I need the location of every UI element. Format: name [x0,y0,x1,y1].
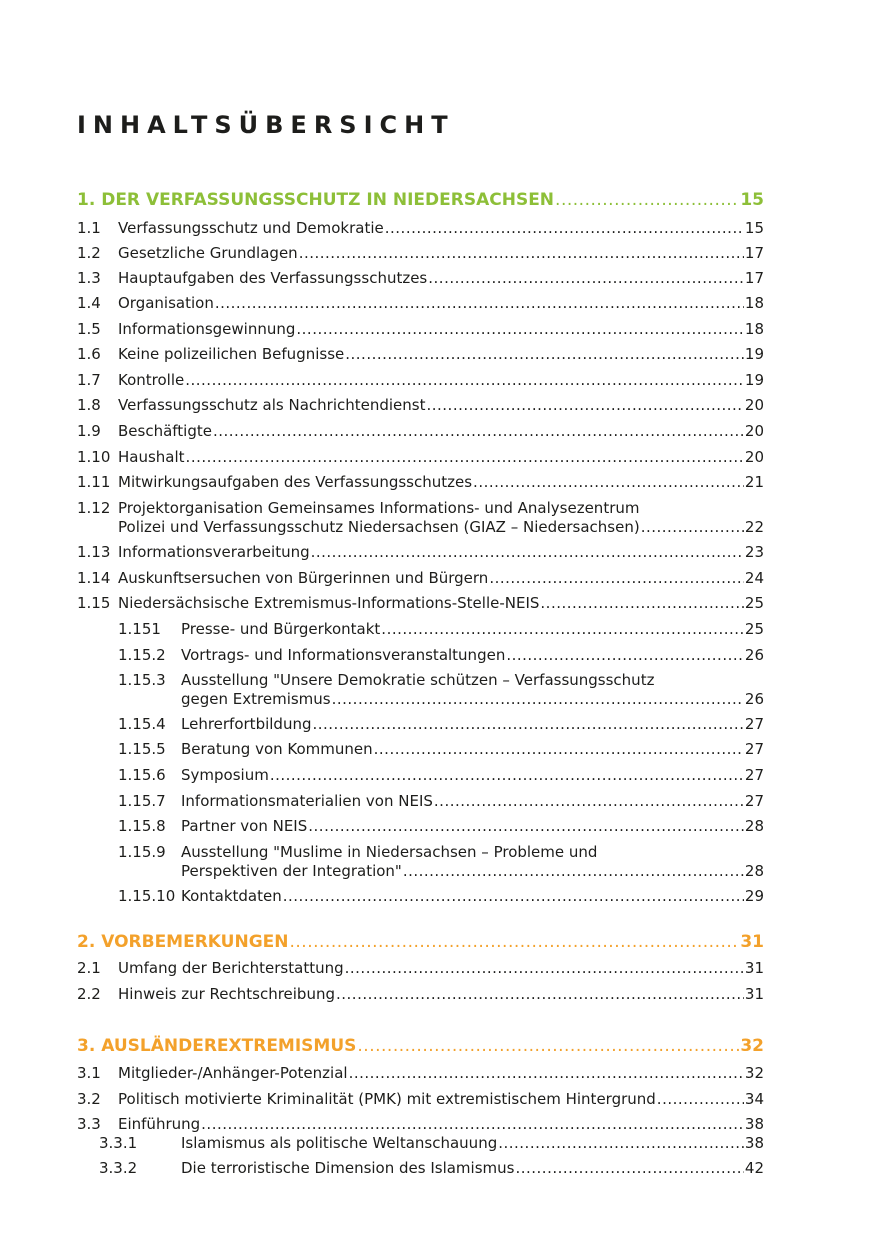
toc-number: 3.3 [77,1115,101,1133]
dot-leader [473,473,744,492]
toc-title: Perspektiven der Integration" [181,862,402,880]
toc-page-number: 19 [744,371,764,389]
dot-leader [270,766,744,785]
toc-page-number: 25 [744,620,764,638]
toc-title: Verfassungsschutz und Demokratie [118,219,384,237]
dot-leader [283,887,744,906]
toc-page-number: 15 [744,219,764,237]
toc-title: Informationsgewinnung [118,320,296,338]
dot-leader [434,792,744,811]
toc-page-number: 42 [744,1159,764,1177]
toc-number: 1.15.4 [118,715,166,733]
dot-leader [296,320,744,339]
toc-row [77,473,764,492]
toc-number: 1.8 [77,396,101,414]
toc-row [77,671,764,709]
toc-title: Keine polizeilichen Befugnisse [118,345,345,363]
dot-leader [201,1115,744,1134]
dot-leader [345,345,744,364]
dot-leader [299,244,744,263]
toc-row [77,1134,764,1153]
toc-row [77,499,764,537]
toc-number: 1.13 [77,543,111,561]
toc-title: Vortrags- und Informationsveranstaltungen [181,646,506,664]
dot-leader [290,933,740,952]
toc-title: Beratung von Kommunen [181,740,373,758]
toc-page-number: 26 [744,690,764,708]
dot-leader [385,219,744,238]
toc-page-number: 20 [744,422,764,440]
toc-title: Einführung [118,1115,201,1133]
toc-title: Kontrolle [118,371,185,389]
dot-leader [345,959,744,978]
toc-number: 3.3.2 [99,1159,138,1177]
toc-title: Symposium [181,766,269,784]
toc-title: Beschäftigte [118,422,212,440]
toc-title: Politisch motivierte Kriminalität (PMK) mit extremistischem Hintergrund [118,1090,656,1108]
toc-page-number: 24 [744,569,764,587]
toc-number: 1.4 [77,294,101,312]
toc-row [77,959,764,978]
toc-page-number: 22 [744,518,764,536]
toc-title: Organisation [118,294,214,312]
toc-number: 1.15.8 [118,817,166,835]
toc-row [77,1064,764,1083]
toc-title: Hinweis zur Rechtschreibung [118,985,335,1003]
toc-page-number: 34 [744,1090,764,1108]
dot-leader [215,294,744,313]
dot-leader [403,862,744,881]
toc-title: Ausstellung "Unsere Demokratie schützen – Verfassungsschutz [181,671,655,689]
toc-page-number: 31 [744,959,764,977]
toc-row [77,843,764,881]
toc-title: Mitglieder-/Anhänger-Potenzial [118,1064,348,1082]
toc-title: Informationsverarbeitung [118,543,310,561]
dot-leader [311,543,744,562]
toc-page-number: 18 [744,294,764,312]
toc-row [77,766,764,785]
dot-leader [426,396,743,415]
toc-number: 1.1 [77,219,101,237]
toc-row [77,371,764,390]
toc-chapter-title: 2. VORBEMERKUNGEN [77,932,289,952]
toc-title: Partner von NEIS [181,817,308,835]
toc-title: Niedersächsische Extremismus-Informations-Stelle-NEIS [118,594,540,612]
toc-row [77,792,764,811]
toc-row [77,345,764,364]
toc-page-number: 28 [744,817,764,835]
toc-row [77,1159,764,1178]
toc-title: Informationsmaterialien von NEIS [181,792,433,810]
toc-row [77,244,764,263]
toc-number: 1.5 [77,320,101,338]
dot-leader [213,422,744,441]
toc-row [77,219,764,238]
toc-page-number: 29 [744,887,764,905]
toc-number: 1.151 [118,620,161,638]
toc-number: 1.2 [77,244,101,262]
toc-row [77,594,764,613]
toc-page-number: 18 [744,320,764,338]
toc-chapter-row [77,1037,764,1056]
toc-row [77,448,764,467]
toc-row [77,543,764,562]
dot-leader [498,1134,744,1153]
toc-row [77,1115,764,1134]
toc-row [77,320,764,339]
toc-row [77,817,764,836]
toc-chapter-row [77,191,764,210]
toc-page-number: 27 [744,715,764,733]
toc-page-number: 27 [744,740,764,758]
dot-leader [185,371,744,390]
toc-page-number: 19 [744,345,764,363]
dot-leader [489,569,744,588]
toc-number: 1.3 [77,269,101,287]
toc-number: 1.15.5 [118,740,166,758]
toc-number: 1.15.6 [118,766,166,784]
toc-chapter-title: 1. DER VERFASSUNGSSCHUTZ IN NIEDERSACHSEN [77,190,555,210]
toc-row [77,985,764,1004]
dot-leader [357,1037,739,1056]
toc-number: 1.15.10 [118,887,176,905]
toc-number: 1.15.3 [118,671,166,689]
toc-page-number: 32 [740,1036,764,1056]
toc-page-number: 15 [740,190,764,210]
dot-leader [428,269,744,288]
toc-number: 1.6 [77,345,101,363]
toc-page-number: 20 [744,448,764,466]
toc-number: 3.1 [77,1064,101,1082]
toc-title: Umfang der Berichterstattung [118,959,344,977]
toc-number: 1.9 [77,422,101,440]
dot-leader [641,518,744,537]
toc-title: Polizei und Verfassungsschutz Niedersachsen (GIAZ – Niedersachsen) [118,518,640,536]
toc-page-number: 32 [744,1064,764,1082]
toc-title: Hauptaufgaben des Verfassungsschutzes [118,269,428,287]
toc-title: Ausstellung "Muslime in Niedersachsen – Probleme und [181,843,598,861]
toc-row [77,887,764,906]
toc-number: 3.3.1 [99,1134,138,1152]
toc-page-number: 31 [740,932,764,952]
toc-row [77,269,764,288]
dot-leader [515,1159,743,1178]
toc-title: Die terroristische Dimension des Islamismus [181,1159,515,1177]
toc-title: Auskunftsersuchen von Bürgerinnen und Bürgern [118,569,489,587]
toc-title: Mitwirkungsaufgaben des Verfassungsschutzes [118,473,473,491]
dot-leader [186,448,744,467]
toc-number: 1.15.2 [118,646,166,664]
toc-row [77,569,764,588]
toc-row [77,1090,764,1109]
toc-title: Islamismus als politische Weltanschauung [181,1134,498,1152]
toc-page-number: 31 [744,985,764,1003]
toc-number: 1.12 [77,499,111,517]
toc-page-number: 38 [744,1115,764,1133]
toc-row [77,396,764,415]
toc-row [77,715,764,734]
dot-leader [312,715,743,734]
dot-leader [381,620,744,639]
toc-title: Presse- und Bürgerkontakt [181,620,381,638]
toc-number: 1.15.7 [118,792,166,810]
toc-row [77,740,764,759]
toc-row [77,422,764,441]
toc-number: 2.1 [77,959,101,977]
toc-page-number: 17 [744,244,764,262]
toc-page-number: 20 [744,396,764,414]
dot-leader [336,985,744,1004]
dot-leader [332,690,744,709]
toc-page-number: 23 [744,543,764,561]
toc-number: 1.11 [77,473,111,491]
page-title: INHALTSÜBERSICHT [77,111,455,139]
toc-number: 2.2 [77,985,101,1003]
dot-leader [308,817,744,836]
dot-leader [657,1090,744,1109]
toc-page-number: 27 [744,792,764,810]
toc-number: 1.7 [77,371,101,389]
toc-row [77,620,764,639]
toc-row [77,646,764,665]
dot-leader [540,594,744,613]
toc-page-number: 28 [744,862,764,880]
toc-title: Kontaktdaten [181,887,282,905]
toc-chapter-title: 3. AUSLÄNDEREXTREMISMUS [77,1036,357,1056]
toc-page-number: 26 [744,646,764,664]
dot-leader [555,191,739,210]
toc-page-number: 17 [744,269,764,287]
toc-number: 1.10 [77,448,111,466]
toc-page-number: 25 [744,594,764,612]
toc-row [77,294,764,313]
toc-number: 3.2 [77,1090,101,1108]
toc-page-number: 38 [744,1134,764,1152]
toc-number: 1.14 [77,569,111,587]
dot-leader [506,646,744,665]
toc-title: Verfassungsschutz als Nachrichtendienst [118,396,426,414]
toc-number: 1.15.9 [118,843,166,861]
toc-chapter-row [77,933,764,952]
toc-title: Haushalt [118,448,185,466]
toc-title: gegen Extremismus [181,690,331,708]
dot-leader [374,740,744,759]
toc-title: Lehrerfortbildung [181,715,312,733]
toc-page-number: 27 [744,766,764,784]
toc-number: 1.15 [77,594,111,612]
toc-page-number: 21 [744,473,764,491]
toc-title: Gesetzliche Grundlagen [118,244,298,262]
toc-title: Projektorganisation Gemeinsames Informations- und Analysezentrum [118,499,640,517]
dot-leader [349,1064,744,1083]
